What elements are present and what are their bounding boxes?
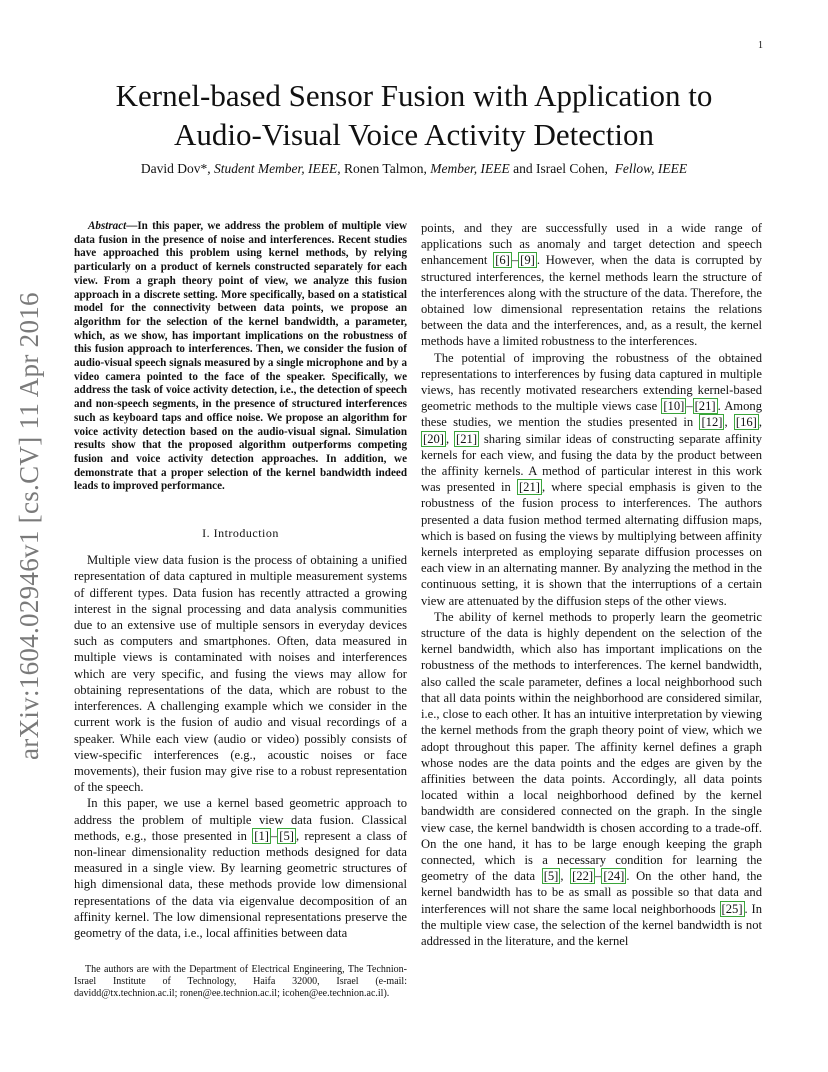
paragraph-text: . In the multiple view case, the selection of the kernel bandwidth is not addressed in the literature, and the kernel — [421, 901, 762, 948]
paragraph-text: , where special emphasis is given to the robustness of the fusion process to interferences. The authors presented a data fusion method termed alternating diffusion maps, which is based on fusing the views by multiplying between affinity kernels interpreted as employing separate diffusion processes on each view in an alternating manner. By analyzing the method in the continuous setting, it is shown that the interruptions of a certain view are attenuated by the diffusion steps of the other views. — [421, 480, 762, 608]
abstract — [74, 220, 407, 494]
citation-link[interactable]: [10] — [663, 399, 685, 414]
citation-link[interactable]: [20] — [423, 431, 444, 446]
paragraph-text: The ability of kernel methods to properly learn the geometric structure of the data is highly dependent on the selection of the kernel bandwidth, which also has important implications on the robustness of the methods to interferences. The kernel bandwidth, also called the scale parameter, defines a local neighborhood such that all data points within the neighborhood are considered similar, i.e., close to each other. It has an intuitive interpretation by viewing the kernel methods from the graph theory point of view, which we adopt throughout this paper. The affinity kernel defines a graph whose nodes are the data points and the edges are given by the affinities between the data points. Accordingly, all data points located within a local neighborhood defined by the kernel bandwidth are considered connected on the graph. In the single view case, the kernel bandwidth is chosen according to a trade-off. On the one hand, it has to be large enough keeping the graph connected, which is a necessary condition for learning the geometry of the data — [421, 609, 762, 884]
citation-link[interactable]: [22] — [572, 869, 594, 884]
paragraph-text: . On the other hand, the kernel bandwidth has to be as small as possible so that data and interferences will not share the same local neighborhoods — [421, 869, 763, 916]
paragraph-text: In this paper, we use a kernel based geometric approach to address the problem of multiple view data fusion. Classical methods, e.g., those presented in — [74, 796, 407, 843]
intro-paragraph-4: The potential of improving the robustness of the obtained representations to interferences by fusing data captured in multiple views, has recently motivated researchers extending kernel-based geometric methods to the multiple views case [10] – [21] . Among these studies, we mention the studies presented in [12] , [16] , [20] , [21] sharing similar ideas of constructing separate affinity kernels for each view, and fusing the data by the product between the affinity kernels. A method of particular interest in this work was presented in [21] , where special emphasis is given to the robustness of the fusion process to interferences. The authors presented a data fusion method termed alternating diffusion maps, which is based on fusing the views by multiplying between affinity kernels interpreted as employing separate diffusion processes on each view in an alternating manner. By analyzing the method in the continuous setting, it is shown that the interruptions of a certain view are attenuated by the diffusion steps of the other views. — [421, 350, 763, 608]
citation-link[interactable]: [5] — [279, 828, 294, 843]
abstract-text: —In this paper, we address the problem of multiple view data fusion in the presence of noise and interferences. Recent studies have approached this problem using kernel methods, by relying particularly on a product of kernels constructed separately for each view. From a graph theory point of view, we analyze this fusion approach in a discrete setting. More specifically, based on a statistical model for the connectivity between data points, we propose an algorithm for the selection of the kernel bandwidth, a parameter, which, as we show, has important implications on the robustness of this fusion approach to interferences. Then, we consider the fusion of audio-visual speech signals measured by a single microphone and by a video camera pointed to the face of the speaker. Specifically, we address the task of voice activity detection, i.e., the detection of speech and non-speech segments, in the presence of structured interferences such as keyboard taps and office noise. We propose an algorithm for voice activity detection based on the audio-visual signal. Simulation results show that the proposed algorithm outperforms competing fusion and voice activity detection approaches. In addition, we demonstrate that a proper selection of the kernel bandwidth indeed leads to improved performance. — [74, 220, 407, 493]
author-2-name: , Ronen Talmon, — [337, 161, 427, 176]
author-line — [0, 161, 828, 177]
paragraph-text: sharing similar ideas of constructing separate affinity kernels for each view, and fusing the data by the product between the affinity kernels. A method of particular interest in this work was presented in — [421, 431, 762, 495]
citation-link[interactable]: [6] — [495, 253, 510, 268]
author-1-name: David Dov*, — [140, 161, 211, 176]
left-column — [74, 220, 407, 941]
paragraph-text: points, and they are successfully used in a wide range of applications such as anomaly and target detection and speech enhancement — [421, 221, 762, 268]
arxiv-stamp: arXiv:1604.02946v1 [cs.CV] 11 Apr 2016 — [14, 292, 44, 760]
citation-link[interactable]: [21] — [694, 399, 716, 414]
citation-link[interactable]: [9] — [520, 253, 535, 268]
author-1-role: Student Member, IEEE — [213, 161, 338, 176]
citation-dash: – — [270, 828, 278, 843]
citation-link[interactable]: [1] — [254, 828, 269, 843]
paragraph-text: , represent a class of non-linear dimensionality reduction methods designed for data measured in a single view. By learning geometric structures of high dimensional data, these methods provide low dimensional representations of the data via eigenvalue decomposition of an affinity kernel. The low dimensional representations preserve the geometry of the data, i.e., local affinities between data — [74, 828, 407, 940]
author-3-name: and Israel Cohen, — [509, 161, 608, 176]
intro-paragraph-3 — [421, 220, 762, 350]
paragraph-text: . Among these studies, we mention the studies presented in — [421, 399, 762, 430]
citation-dash: – — [595, 869, 602, 884]
citation-link[interactable]: [21] — [518, 480, 540, 495]
citation-dash: – — [686, 399, 693, 414]
author-2-role: Member, IEEE — [430, 161, 510, 176]
intro-paragraph-1: Multiple view data fusion is the process of obtaining a unified representation of data captured in multiple measurement systems of different types. Data fusion has recently attracted a growing interest in the signal processing and data analysis communities due to an extensive use of multiple sensors in everyday devices such as computers and smartphones. Often, data measured in multiple views is contaminated with noises and interferences which are very specific, and fusing the views may allow for obtaining representations of the data, which are robust to the interferences. A challenging example which we consider in the current work is the fusion of audio and visual recordings of a speaker. While each view (audio or video) possibly consists of view-specific interferences (e.g., acoustic noises or face movements), their fusion may give rise to a robust representation of the speech. — [74, 553, 407, 795]
paragraph-text: The potential of improving the robustness of the obtained representations to interferences by fusing data captured in multiple views, has recently motivated researchers extending kernel-based geometric methods to the multiple views case — [421, 350, 762, 414]
paragraph-text: . However, when the data is corrupted by structured interferences, the kernel methods learn the structure of the interferences along with the structure of the data. Therefore, the obtained low dimensional representation retains the relations between the data and the interferences, and, as a result, the kernel methods have a limited robustness to the interferences. — [421, 253, 762, 349]
section-heading-introduction: I. Introduction — [202, 526, 279, 541]
title-line-2: Audio-Visual Voice Activity Detection — [173, 117, 654, 152]
citation-link[interactable]: [16] — [735, 415, 757, 430]
author-3-role: Fellow, IEEE — [614, 161, 688, 176]
intro-paragraph-2 — [74, 795, 407, 941]
page-number: 1 — [758, 40, 763, 51]
citation-link[interactable]: [12] — [701, 415, 723, 430]
intro-paragraph-5: The ability of kernel methods to properly learn the geometric structure of the data is highly dependent on the selection of the kernel bandwidth, which also has important implications on the robustness of the methods to interferences. The kernel bandwidth, also called the scale parameter, defines a local neighborhood such that all data points within the neighborhood are considered similar, i.e., close to each other. It has an intuitive interpretation by viewing the kernel methods from the graph theory point of view, which we adopt throughout this paper. The affinity kernel defines a graph whose nodes are the data points and the edges are given by the affinities between the data points. Accordingly, all data points located within a local neighborhood defined by the kernel bandwidth are considered connected on the graph. In the single view case, the kernel bandwidth is chosen according to a trade-off. On the one hand, it has to be large enough keeping the graph connected, which is a necessary condition for learning the geometry of the data [5] , [22] – [24] . On the other hand, the kernel bandwidth has to be as small as possible so that data and interferences will not share the same local neighborhoods [25] . In the multiple view case, the selection of the kernel bandwidth is not addressed in the literature, and the kernel — [421, 609, 763, 948]
citation-link[interactable]: [21] — [456, 431, 478, 446]
citation-link[interactable]: [24] — [603, 869, 625, 884]
title-line-1: Kernel-based Sensor Fusion with Application to — [115, 78, 713, 113]
author-footnote: The authors are with the Department of Electrical Engineering, The Technion-Israel Institute of Technology, Haifa 32000, Israel (e-mail: davidd@tx.technion.ac.il; ronen@ee.technion.ac.il; icohen@ee.technion.ac.il). — [74, 964, 407, 999]
citation-link[interactable]: [25] — [721, 901, 743, 916]
right-column — [421, 220, 762, 949]
citation-link[interactable]: [5] — [543, 869, 559, 884]
abstract-label: Abstract — [88, 220, 127, 232]
paper-title — [0, 76, 828, 154]
citation-dash: – — [511, 253, 519, 268]
